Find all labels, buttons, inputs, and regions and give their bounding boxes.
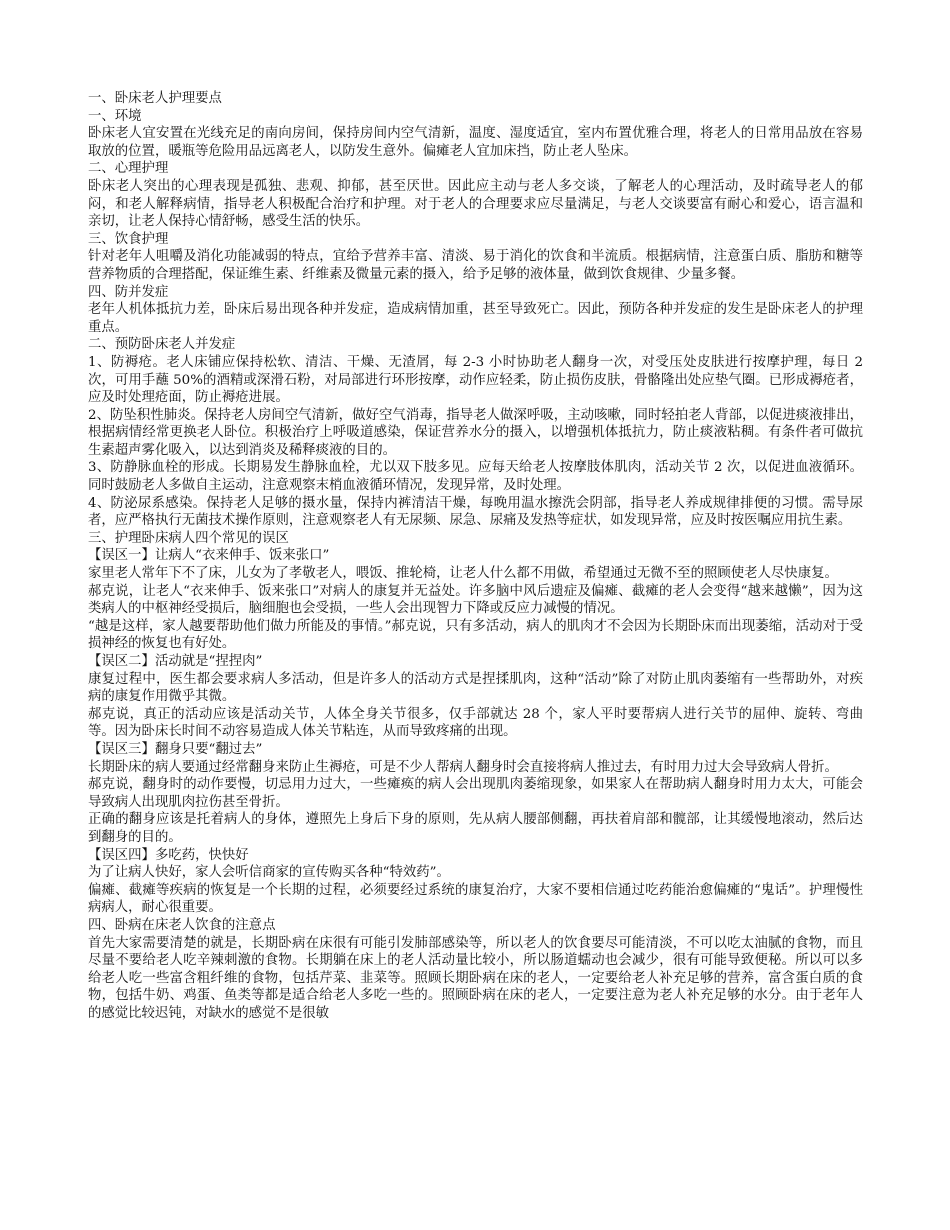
- paragraph-psychological-care: 卧床老人突出的心理表现是孤独、悲观、抑郁，甚至厌世。因此应主动与老人多交谈，了解老人的心理活动，及时疏导老人的郁闷，和老人解释病情，指导老人积极配合治疗和护理。对于老人的合理要求应尽量满足，与老人交谈要富有耐心和爱心，语言温和亲切，让老人保持心情舒畅，感受生活的快乐。: [88, 178, 863, 230]
- section-heading-diet-care: 三、饮食护理: [88, 231, 169, 247]
- paragraph-diet-care: 针对老年人咀嚼及消化功能减弱的特点，宜给予营养丰富、清淡、易于消化的饮食和半流质。根据病情，注意蛋白质、脂肪和糖等营养物质的合理搭配，保证维生素、纤维素及微量元素的摄入，给予足够的液体量，做到饮食规律、少量多餐。: [88, 249, 863, 282]
- section-heading-psychological-care: 二、心理护理: [88, 161, 169, 177]
- misconception-4-paragraph-2: 偏瘫、截瘫等疾病的恢复是一个长期的过程，必须要经过系统的康复治疗，大家不要相信通过吃药能治愈偏瘫的“鬼话”。护理慢性病病人，耐心很重要。: [88, 882, 863, 916]
- misconception-2-paragraph-2: 郝克说，真正的活动应该是活动关节，人体全身关节很多，仅手部就达 28 个，家人平时要帮病人进行关节的屈伸、旋转、弯曲等。因为卧床长时间不动容易造成人体关节粘连，从而导致疼痛的出现。: [88, 706, 863, 740]
- misconception-1-paragraph-3: “越是这样，家人越要帮助他们做力所能及的事情。”郝克说，只有多活动，病人的肌肉才不会因为长期卧床而出现萎缩，活动对于受损神经的恢复也有好处。: [88, 618, 863, 652]
- misconception-2-heading: 【误区二】活动就是“捏捏肉”: [88, 654, 263, 669]
- misconception-3-paragraph-3: 正确的翻身应该是托着病人的身体，遵照先上身后下身的原则，先从病人腰部侧翻，再扶着肩部和髋部，让其缓慢地滚动，然后达到翻身的目的。: [88, 812, 863, 845]
- paragraph-thrombosis: 3、防静脉血栓的形成。长期易发生静脉血栓，尤以双下肢多见。应每天给老人按摩肢体肌肉，活动关节 2 次，以促进血液循环。同时鼓励老人多做自主运动，注意观察末梢血液循环情况，发现异常，及时处理。: [88, 460, 863, 494]
- misconception-1-paragraph-2: 郝克说，让老人“衣来伸手、饭来张口”对病人的康复并无益处。许多脑中风后遗症及偏瘫、截瘫的老人会变得“越来越懒”，因为这类病人的中枢神经受损后，脑细胞也会受损，一些人会出现智力下降或反应力减慢的情况。: [88, 583, 863, 617]
- paragraph-urinary-infection: 4、防泌尿系感染。保持老人足够的摄水量，保持内裤清洁干燥，每晚用温水擦洗会阴部，指导老人养成规律排便的习惯。需导尿者，应严格执行无菌技术操作原则，注意观察老人有无尿频、尿急、尿痛及发热等症状，如发现异常，应及时按医嘱应用抗生素。: [88, 495, 863, 529]
- paragraph-environment: 卧床老人宜安置在光线充足的南向房间，保持房间内空气清新，温度、湿度适宜，室内布置优雅合理，将老人的日常用品放在容易取放的位置，暖瓶等危险用品远离老人，以防发生意外。偏瘫老人宜加床挡，防止老人坠床。: [88, 126, 863, 159]
- misconception-1-heading: 【误区一】让病人“衣来伸手、饭来张口”: [88, 548, 330, 564]
- misconception-3-heading: 【误区三】翻身只要“翻过去”: [88, 741, 263, 757]
- section-heading-diet-notes: 四、卧病在床老人饮食的注意点: [88, 917, 276, 933]
- section-heading-misconceptions: 三、护理卧床病人四个常见的误区: [88, 530, 289, 546]
- misconception-3-paragraph-2: 郝克说，翻身时的动作要慢，切忌用力过大，一些瘫痪的病人会出现肌肉萎缩现象，如果家人在帮助病人翻身时用力太大，可能会导致病人出现肌肉拉伤甚至骨折。: [88, 777, 863, 810]
- misconception-4-heading: 【误区四】多吃药，快快好: [88, 847, 249, 863]
- paragraph-diet-notes: 首先大家需要清楚的就是，长期卧病在床很有可能引发肺部感染等，所以老人的饮食要尽可能清淡，不可以吃太油腻的食物，而且尽量不要给老人吃辛辣刺激的食物。长期躺在床上的老人活动量比较小，所以肠道蠕动也会减少，很有可能导致便秘。所以可以多给老人吃一些富含粗纤维的食物，包括芹菜、韭菜等。照顾长期卧病在床的老人，一定要给老人补充足够的营养，富含蛋白质的食物，包括牛奶、鸡蛋、鱼类等都是适合给老人多吃一些的。照顾卧病在床的老人，一定要注意为老人补充足够的水分。由于老年人的感觉比较迟钝，对缺水的感觉不是很敏: [88, 935, 863, 1021]
- section-heading-complications: 二、预防卧床老人并发症: [88, 337, 236, 353]
- section-heading-environment: 一、环境: [88, 108, 142, 124]
- misconception-1-paragraph-1: 家里老人常年下不了床，儿女为了孝敬老人，喂饭、推轮椅，让老人什么都不用做，希望通过无微不至的照顾使老人尽快康复。: [88, 566, 838, 582]
- paragraph-bedsores: 1、防褥疮。老人床铺应保持松软、清洁、干燥、无渣屑，每 2-3 小时协助老人翻身一次，对受压处皮肤进行按摩护理，每日 2 次，可用手蘸 50%的酒精或深滑石粉，对局部进行环形按摩，动作应轻柔，防止损伤皮肤，骨骼隆出处应垫气圈。已形成褥疮者，应及时处理疮面，防止褥疮进展。: [88, 354, 863, 406]
- paragraph-pneumonia: 2、防坠积性肺炎。保持老人房间空气清新，做好空气消毒，指导老人做深呼吸，主动咳嗽，同时轻拍老人背部，以促进痰液排出，根据病情经常更换老人卧位。积极治疗上呼吸道感染，保证营养水分的摄入，以增强机体抵抗力，防止痰液粘稠。有条件者可做抗生素超声雾化吸入，以达到消炎及稀释痰液的目的。: [88, 407, 863, 458]
- main-heading: 一、卧床老人护理要点: [88, 91, 222, 106]
- misconception-2-paragraph-1: 康复过程中，医生都会要求病人多活动，但是许多人的活动方式是捏揉肌肉，这种“活动”除了对防止肌肉萎缩有一些帮助外，对疾病的康复作用微乎其微。: [88, 671, 863, 705]
- misconception-3-paragraph-1: 长期卧床的病人要通过经常翻身来防止生褥疮，可是不少人帮病人翻身时会直接将病人推过去，有时用力过大会导致病人骨折。: [88, 759, 838, 775]
- paragraph-prevent-complications: 老年人机体抵抗力差，卧床后易出现各种并发症，造成病情加重，甚至导致死亡。因此，预防各种并发症的发生是卧床老人的护理重点。: [88, 302, 863, 335]
- document-body: [88, 90, 863, 1022]
- section-heading-prevent-complications: 四、防并发症: [88, 284, 169, 300]
- misconception-4-paragraph-1: 为了让病人快好，家人会听信商家的宣传购买各种“特效药”。: [88, 865, 450, 881]
